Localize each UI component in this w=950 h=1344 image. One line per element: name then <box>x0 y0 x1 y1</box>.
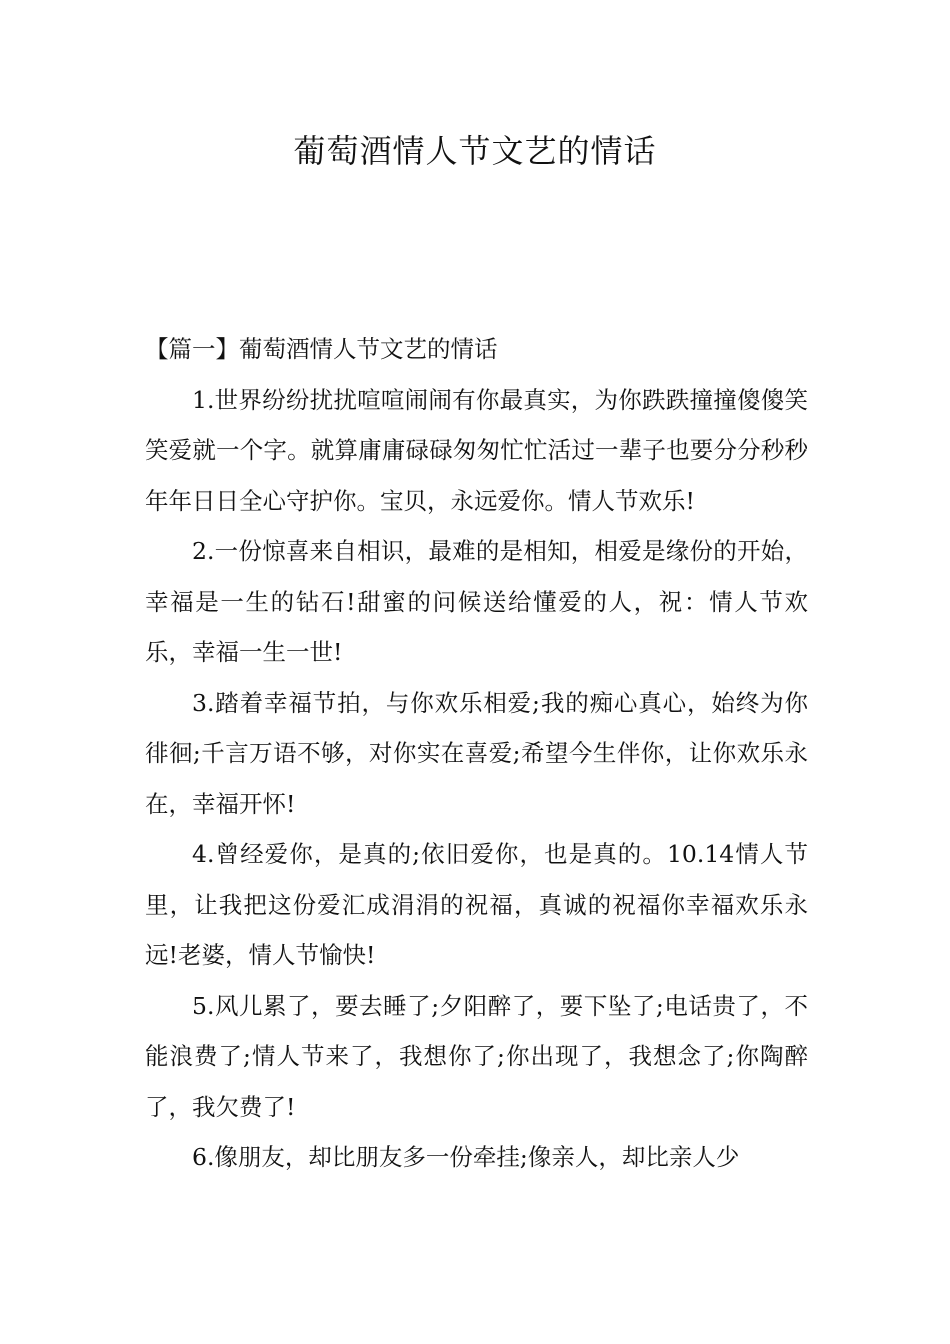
paragraph-6: 6.像朋友，却比朋友多一份牵挂;像亲人，却比亲人少 <box>192 1143 740 1171</box>
document-title: 葡萄酒情人节文艺的情话 <box>293 132 657 170</box>
paragraph-4: 4.曾经爱你，是真的;依旧爱你，也是真的。10.14情人节里，让我把这份爱汇成涓涓的祝福，真诚的祝福你幸福欢乐永远!老婆，情人节愉快! <box>145 840 808 969</box>
paragraph-3: 3.踏着幸福节拍，与你欢乐相爱;我的痴心真心，始终为你徘徊;千言万语不够，对你实在喜爱;希望今生伴你，让你欢乐永在，幸福开怀! <box>145 688 808 818</box>
paragraph-5: 5.风儿累了，要去睡了;夕阳醉了，要下坠了;电话贵了，不能浪费了;情人节来了，我想你了;你出现了，我想念了;你陶醉了，我欠费了! <box>145 991 808 1121</box>
paragraph-2: 2.一份惊喜来自相识，最难的是相知，相爱是缘份的开始，幸福是一生的钻石!甜蜜的问候送给懂爱的人，祝：情人节欢乐，幸福一生一世! <box>145 537 808 666</box>
document-body <box>145 324 808 1183</box>
paragraph-1: 1.世界纷纷扰扰喧喧闹闹有你最真实，为你跌跌撞撞傻傻笑笑爱就一个字。就算庸庸碌碌匆匆忙忙活过一辈子也要分分秒秒年年日日全心守护你。宝贝，永远爱你。情人节欢乐! <box>145 385 808 515</box>
section-heading: 【篇一】葡萄酒情人节文艺的情话 <box>145 335 498 363</box>
